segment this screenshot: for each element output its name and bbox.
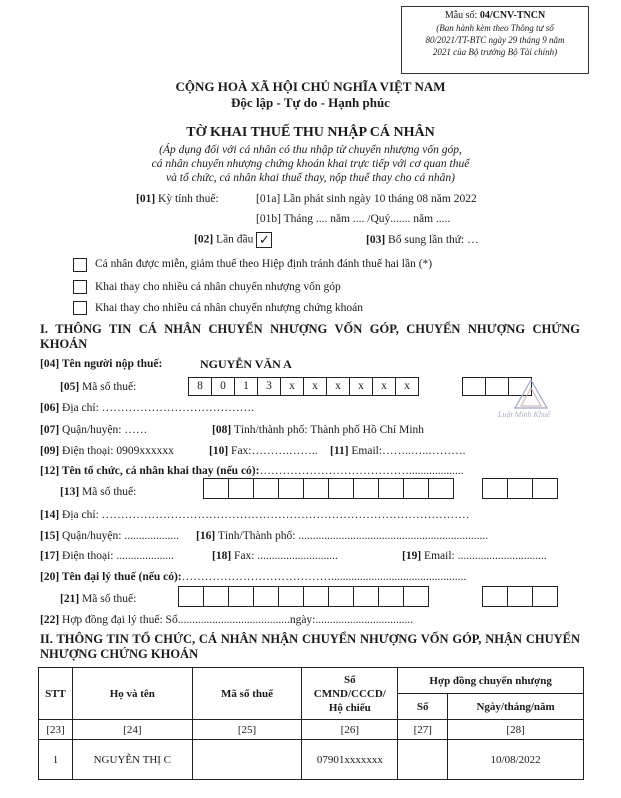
label-04: Tên người nộp thuế:: [59, 358, 163, 370]
label-10: Fax:……….……..: [228, 445, 318, 457]
watermark-logo-icon: [513, 378, 549, 410]
label-15: Quận/huyện: ...................: [59, 530, 179, 542]
field-18: [212, 550, 338, 562]
tax-code-13-extra-digit[interactable]: [482, 478, 508, 499]
first-time-checkbox[interactable]: ✓: [256, 232, 272, 248]
tax-code-05-extra-digit[interactable]: [485, 377, 509, 396]
form-code-label: Mẫu số:: [444, 10, 480, 21]
form-code-box: [401, 6, 589, 74]
col-id-line-1: Số: [344, 673, 356, 686]
col-stt: STT: [39, 668, 73, 720]
option-capital-checkbox[interactable]: [73, 280, 87, 294]
label-16: Tỉnh/Thành phố: ..................................................................: [215, 530, 489, 542]
field-06: [40, 402, 254, 414]
tax-code-13-digit[interactable]: [378, 478, 404, 499]
option-treaty-label: Cá nhân được miễn, giảm thuế theo Hiệp định tránh đánh thuế hai lần (*): [95, 258, 433, 270]
code-16: [16]: [196, 530, 216, 542]
dots-12: …………………………………...................: [259, 465, 464, 477]
tax-code-21-extra-digit[interactable]: [532, 586, 558, 607]
option-capital-label: Khai thay cho nhiều cá nhân chuyển nhượng vốn góp: [95, 281, 341, 293]
field-07: [40, 424, 147, 436]
form-title: TỜ KHAI THUẾ THU NHẬP CÁ NHÂN: [186, 125, 435, 140]
tax-code-13-extra-digit[interactable]: [532, 478, 558, 499]
label-21: Mã số thuế:: [79, 593, 137, 605]
code-cell: [23]: [39, 720, 73, 740]
tax-code-21-digit[interactable]: [203, 586, 229, 607]
tax-code-05-digit[interactable]: 0: [211, 377, 235, 396]
code-17: [17]: [40, 550, 60, 562]
tax-code-05-digit[interactable]: 8: [188, 377, 212, 396]
tax-code-13-digit[interactable]: [253, 478, 279, 499]
col-tax-code: Mã số thuế: [192, 668, 302, 720]
taxpayer-name-value[interactable]: NGUYỄN VĂN A: [200, 357, 292, 371]
cell-contract-date[interactable]: 10/08/2022: [448, 740, 584, 780]
label-20: Tên đại lý thuế (nếu có):: [59, 571, 182, 583]
code-11: [11]: [330, 445, 349, 457]
col-contract-date: Ngày/tháng/năm: [448, 694, 584, 720]
label-18: Fax: ............................: [231, 550, 338, 562]
tax-code-21-digit[interactable]: [228, 586, 254, 607]
watermark-text: Luật Minh Khuê: [498, 410, 551, 419]
tax-code-21-digit[interactable]: [253, 586, 279, 607]
tax-code-21-digit[interactable]: [278, 586, 304, 607]
section-1-title: I. THÔNG TIN CÁ NHÂN CHUYỂN NHƯỢNG VỐN GÓP, CHUYỂN NHƯỢNG CHỨNG KHOÁN: [40, 322, 580, 351]
field-03: [366, 234, 479, 246]
option-securities-label: Khai thay cho nhiều cá nhân chuyển nhượng chứng khoán: [95, 302, 363, 314]
col-name: Họ và tên: [72, 668, 192, 720]
tax-code-13-digit[interactable]: [303, 478, 329, 499]
tax-code-21-digit[interactable]: [403, 586, 429, 607]
code-08: [08]: [212, 424, 232, 436]
field-19: [402, 550, 547, 562]
label-02: Lần đầu: [213, 233, 254, 246]
col-id-line-3: Hộ chiếu: [328, 701, 371, 714]
tax-code-21-digit[interactable]: [328, 586, 354, 607]
field-16: [196, 530, 488, 542]
col-contract: Hợp đồng chuyển nhượng: [398, 668, 584, 694]
code-07: [07]: [40, 424, 60, 436]
tax-code-13-cells[interactable]: [203, 478, 454, 499]
cell-name[interactable]: NGUYỄN THỊ C: [72, 740, 192, 780]
field-01: [136, 193, 219, 205]
label-01: Kỳ tính thuế:: [155, 193, 219, 205]
field-04: [40, 358, 162, 370]
field-21: [60, 593, 136, 605]
label-12: Tên tổ chức, cá nhân khai thay (nếu có):: [59, 465, 260, 477]
tax-code-13-extra-cells[interactable]: [482, 478, 558, 499]
field-08: [212, 424, 424, 436]
form-note-1: (Ban hành kèm theo Thông tư số: [436, 23, 554, 33]
code-02: [02]: [194, 233, 214, 246]
code-14: [14]: [40, 509, 60, 521]
cell-contract-no[interactable]: [398, 740, 448, 780]
col-id: [302, 668, 398, 720]
col-contract-no: Số: [398, 694, 448, 720]
tax-code-13-digit[interactable]: [203, 478, 229, 499]
form-code-value: 04/CNV-TNCN: [479, 10, 546, 21]
cell-tax-code[interactable]: [192, 740, 302, 780]
field-02: [194, 232, 272, 248]
tax-code-05-digit[interactable]: x: [280, 377, 304, 396]
tax-code-05-extra-digit[interactable]: [462, 377, 486, 396]
tax-code-21-extra-digit[interactable]: [507, 586, 533, 607]
tax-code-21-cells[interactable]: [178, 586, 429, 607]
code-05: [05]: [60, 381, 80, 393]
label-08: Tỉnh/thành phố: Thành phố Hồ Chí Minh: [231, 424, 425, 436]
label-22: Hợp đồng đại lý thuế: Số.......................................ngày:..................................: [59, 614, 414, 626]
code-20: [20]: [40, 571, 60, 583]
code-04: [04]: [40, 358, 60, 370]
tax-code-13-digit[interactable]: [403, 478, 429, 499]
field-01b: [01b] Tháng .... năm .... /Quý....... năm .....: [256, 213, 451, 225]
code-19: [19]: [402, 550, 422, 562]
tax-code-21-digit[interactable]: [178, 586, 204, 607]
tax-code-05-digit[interactable]: x: [395, 377, 419, 396]
table-row: [39, 740, 584, 780]
label-11: Email:……..…..……….: [348, 445, 466, 457]
motto: Độc lập - Tự do - Hạnh phúc: [231, 95, 390, 110]
label-06: Địa chỉ: ………………………………….: [59, 402, 255, 414]
tax-code-21-digit[interactable]: [353, 586, 379, 607]
option-securities-checkbox[interactable]: [73, 301, 87, 315]
code-cell: [24]: [72, 720, 192, 740]
label-13: Mã số thuế:: [79, 486, 137, 498]
tax-code-13-extra-digit[interactable]: [507, 478, 533, 499]
label-17: Điện thoại: ....................: [59, 550, 174, 562]
code-06: [06]: [40, 402, 60, 414]
tax-code-13-digit[interactable]: [353, 478, 379, 499]
table-header-row: [39, 668, 584, 694]
form-note-2: 80/2021/TT-BTC ngày 29 tháng 9 năm: [425, 35, 565, 45]
code-cell: [27]: [398, 720, 448, 740]
tax-code-21-extra-digit[interactable]: [482, 586, 508, 607]
tax-code-05-digit[interactable]: x: [349, 377, 373, 396]
tax-code-05-digit[interactable]: x: [326, 377, 350, 396]
code-18: [18]: [212, 550, 232, 562]
option-treaty-checkbox[interactable]: [73, 258, 87, 272]
field-14: [40, 509, 470, 521]
subtitle-1: (Áp dụng đối với cá nhân có thu nhập từ chuyển nhượng vốn góp,: [159, 144, 462, 156]
code-03: [03]: [366, 234, 386, 246]
label-03: Bổ sung lần thứ: …: [385, 234, 479, 246]
field-15: [40, 530, 179, 542]
code-09: [09]: [40, 445, 60, 457]
recipient-table: [38, 667, 584, 780]
tax-code-05-digit[interactable]: x: [303, 377, 327, 396]
label-05: Mã số thuế:: [79, 381, 137, 393]
tax-code-05-cells[interactable]: [188, 377, 419, 396]
tax-code-13-digit[interactable]: [428, 478, 454, 499]
table-code-row: [39, 720, 584, 740]
tax-code-13-digit[interactable]: [328, 478, 354, 499]
tax-code-05-digit[interactable]: 1: [234, 377, 258, 396]
label-07: Quận/huyện: ……: [59, 424, 148, 436]
form-note-3: 2021 của Bộ trưởng Bộ Tài chính): [432, 47, 558, 57]
label-09: Điện thoại: 0909xxxxxx: [59, 445, 174, 457]
code-01: [01]: [136, 193, 156, 205]
tax-code-21-digit[interactable]: [303, 586, 329, 607]
field-22: [40, 614, 413, 626]
subtitle-2: cá nhân chuyển nhượng chứng khoán khai trực tiếp với cơ quan thuế: [151, 158, 470, 170]
tax-code-21-extra-cells[interactable]: [482, 586, 558, 607]
field-20: [40, 571, 466, 583]
tax-code-21-digit[interactable]: [378, 586, 404, 607]
form-code: [406, 10, 584, 22]
field-05: [60, 381, 136, 393]
code-cell: [28]: [448, 720, 584, 740]
tax-code-13-digit[interactable]: [228, 478, 254, 499]
field-11: [330, 445, 465, 457]
code-13: [13]: [60, 486, 80, 498]
subtitle-3: và tổ chức, cá nhân khai thuế thay, nộp thuế thay cho cá nhân): [166, 172, 455, 184]
field-10: [209, 445, 318, 457]
label-19: Email: ...............................: [421, 550, 547, 562]
field-12: [40, 465, 464, 477]
code-10: [10]: [209, 445, 229, 457]
tax-code-05-digit[interactable]: 3: [257, 377, 281, 396]
tax-code-13-digit[interactable]: [278, 478, 304, 499]
code-12: [12]: [40, 465, 60, 477]
section-2-title: II. THÔNG TIN TỔ CHỨC, CÁ NHÂN NHẬN CHUYỂN NHƯỢNG VỐN GÓP, NHẬN CHUYỂN NHƯỢNG CHỨNG KHOÁN: [40, 632, 580, 661]
code-cell: [26]: [302, 720, 398, 740]
code-21: [21]: [60, 593, 80, 605]
col-id-line-2: CMND/CCCD/: [313, 687, 386, 700]
dots-20: …………………………………...............................................: [181, 571, 467, 583]
field-17: [40, 550, 174, 562]
code-22: [22]: [40, 614, 60, 626]
cell-stt[interactable]: 1: [39, 740, 73, 780]
country-name: CỘNG HOÀ XÃ HỘI CHỦ NGHĨA VIỆT NAM: [175, 79, 446, 94]
field-01a: [01a] Lần phát sinh ngày 10 tháng 08 năm 2022: [256, 193, 477, 205]
code-15: [15]: [40, 530, 60, 542]
field-13: [60, 486, 136, 498]
field-09: [40, 445, 174, 457]
tax-code-05-digit[interactable]: x: [372, 377, 396, 396]
code-cell: [25]: [192, 720, 302, 740]
cell-id[interactable]: 07901xxxxxxx: [302, 740, 398, 780]
label-14: Địa chỉ: ……………………………………………………………………………………: [59, 509, 470, 521]
